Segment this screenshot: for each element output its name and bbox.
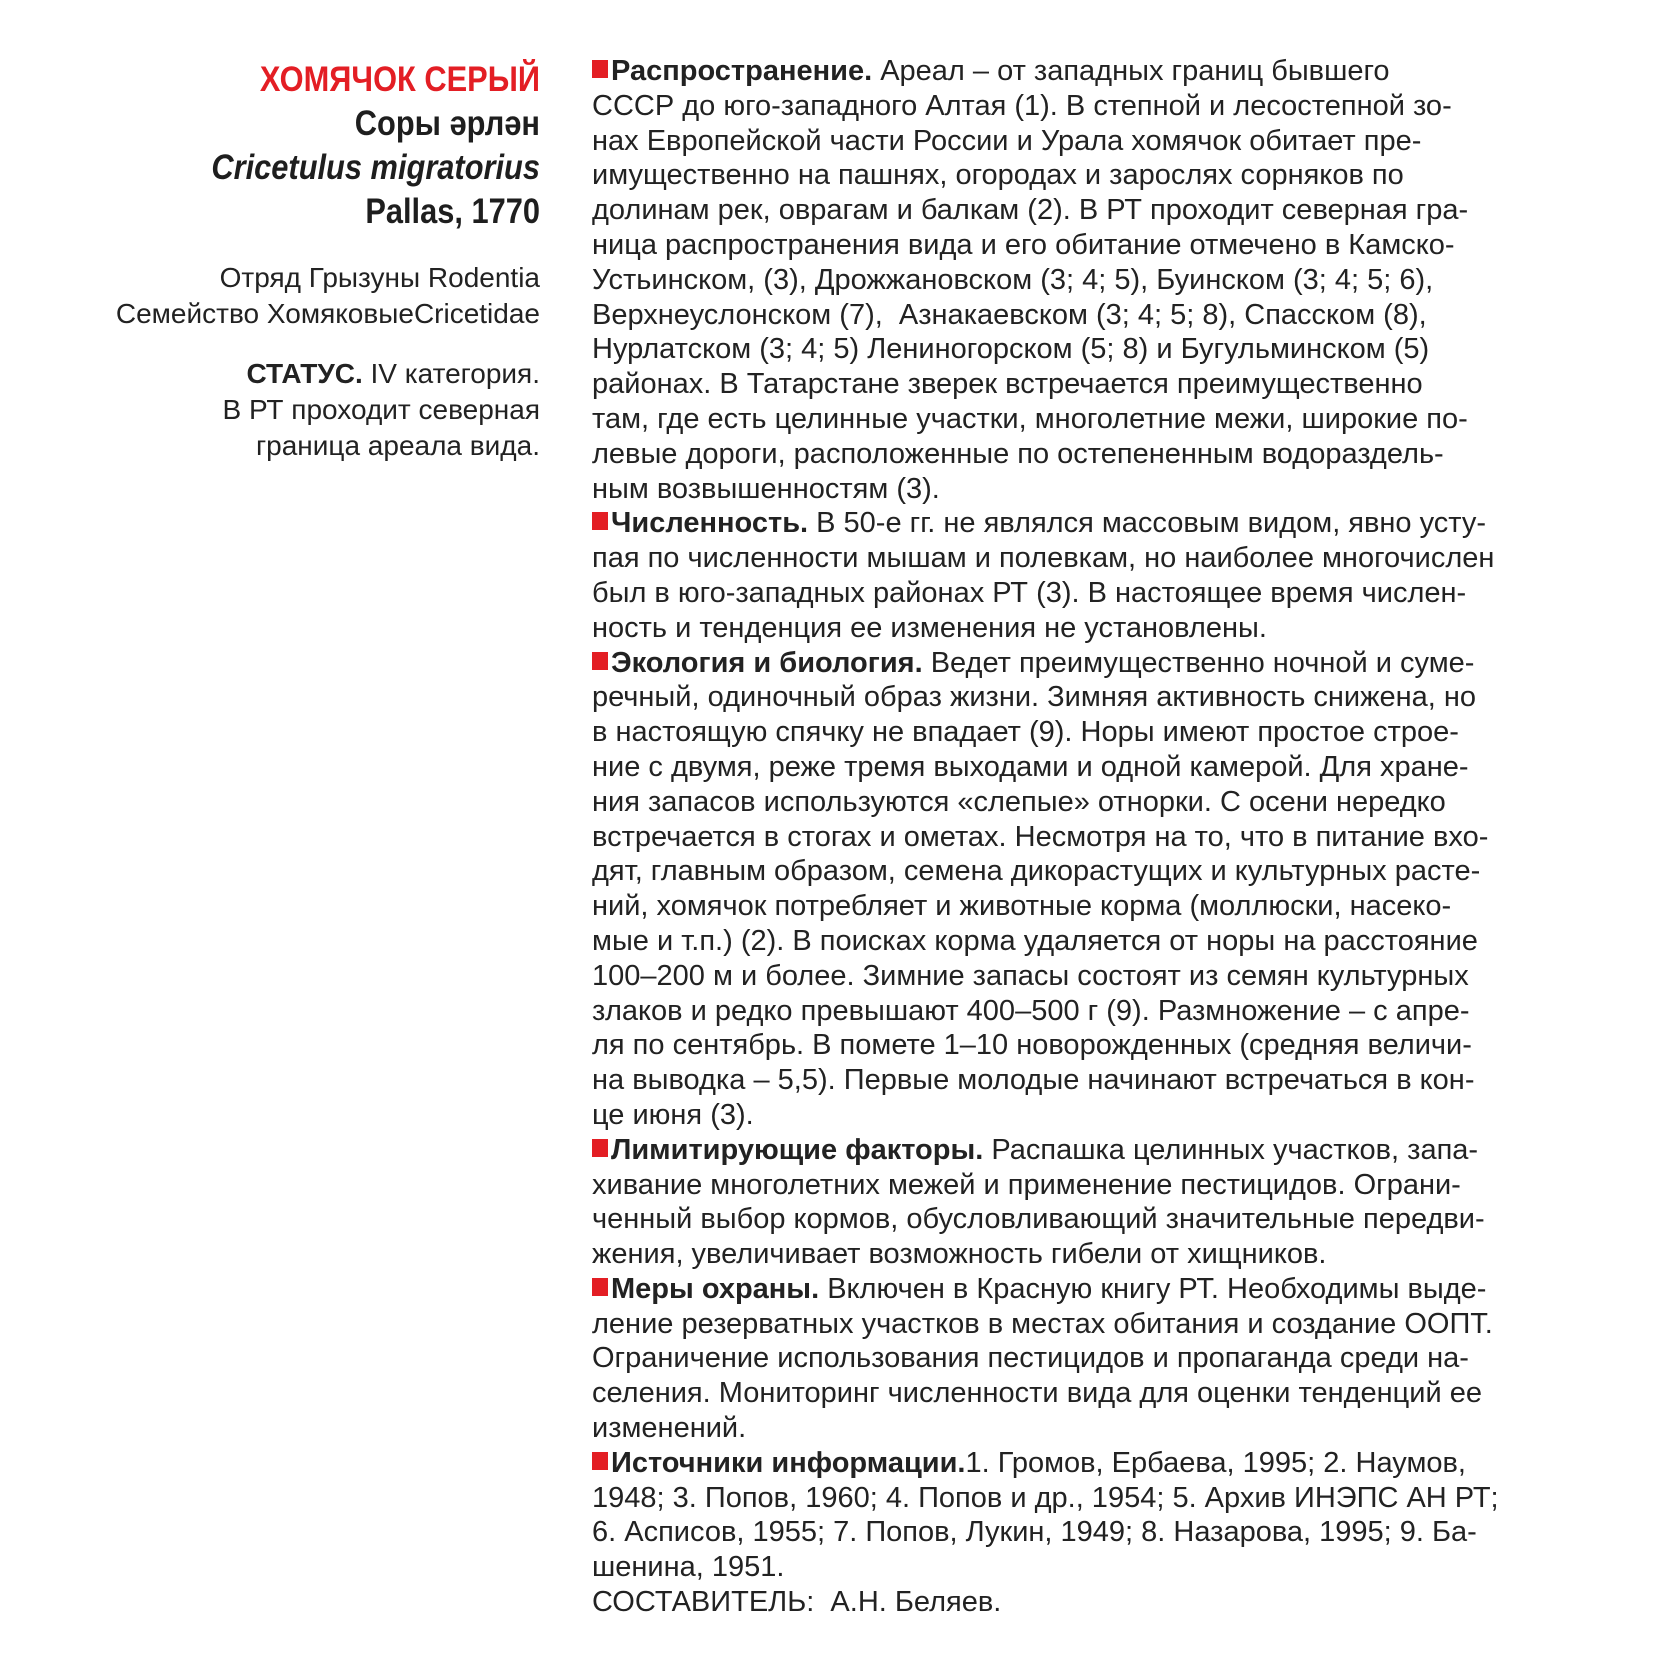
red-square-bullet-icon	[592, 512, 608, 530]
section-text: Ареал – от западных границ бывшего	[872, 55, 1390, 87]
species-header	[40, 58, 540, 464]
text-line	[592, 228, 1517, 263]
section-3	[592, 1133, 1577, 1272]
status-block	[40, 356, 540, 464]
text-line	[592, 1028, 1517, 1063]
section-text: Верхнеуслонском (7), Азнакаевском (3; 4; 5; 8), Спасском (8),	[592, 298, 1427, 331]
text-line	[592, 715, 1517, 750]
section-text: Ограничение использования пестицидов и пропаганда среди на-	[592, 1342, 1469, 1375]
red-square-bullet-icon	[592, 1452, 608, 1470]
section-0	[592, 54, 1577, 506]
species-author-year: Pallas, 1770	[365, 192, 540, 231]
section-heading: Распространение.	[611, 55, 873, 87]
text-line	[592, 1411, 1517, 1446]
text-line	[592, 541, 1517, 576]
section-text: СССР до юго-западного Алтая (1). В степной и лесостепной зо-	[592, 89, 1452, 122]
section-text: ние с двумя, реже тремя выходами и одной камерой. Для хране-	[592, 750, 1469, 783]
status-line-2: В РТ проходит северная	[222, 394, 540, 425]
status-category: IV категория.	[362, 358, 540, 389]
section-text: в настоящую спячку не впадает (9). Норы имеют простое строе-	[592, 716, 1459, 749]
text-line	[592, 193, 1517, 228]
section-text: Ведет преимущественно ночной и суме-	[922, 646, 1475, 679]
text-line	[592, 1307, 1517, 1342]
section-text: шенина, 1951.	[592, 1551, 785, 1584]
compiler-label: СОСТАВИТЕЛЬ:	[592, 1586, 815, 1619]
section-text: встречается в стогах и ометах. Несмотря на то, что в питание вхо-	[592, 820, 1489, 853]
status-label: СТАТУС.	[246, 358, 363, 389]
status-line-3: граница ареала вида.	[255, 430, 540, 461]
section-text: имущественно на пашнях, огородах и зарослях сорняков по	[592, 159, 1404, 192]
article-body	[592, 54, 1577, 1620]
section-text: В 50-е гг. не являлся массовым видом, явно усту-	[808, 507, 1487, 540]
section-text: жения, увеличивает возможность гибели от хищников.	[592, 1238, 1327, 1271]
section-text: селения. Мониторинг численности вида для оценки тенденций ее	[592, 1377, 1482, 1410]
section-text: дят, главным образом, семена дикорастущих и культурных расте-	[592, 855, 1481, 888]
text-line	[592, 646, 1517, 681]
species-latin-name: Cricetulus migratorius	[211, 148, 541, 187]
section-text: ность и тенденция ее изменения не установлены.	[592, 611, 1267, 644]
text-line	[592, 332, 1517, 367]
section-text: ница распространения вида и его обитание отмечено в Камско-	[592, 228, 1455, 261]
compiler-name: А.Н. Беляев.	[814, 1586, 1002, 1619]
section-text: це июня (3).	[592, 1098, 754, 1131]
section-heading: Меры охраны.	[611, 1272, 820, 1305]
section-text: ление резерватных участков в местах обитания и создание ООПТ.	[592, 1307, 1493, 1340]
text-line	[592, 1237, 1517, 1272]
text-line	[592, 263, 1517, 298]
section-text: 6. Асписов, 1955; 7. Попов, Лукин, 1949; 8. Назарова, 1995; 9. Ба-	[592, 1516, 1477, 1549]
section-text: хивание многолетних межей и применение пестицидов. Ограни-	[592, 1168, 1461, 1201]
section-text: ния запасов используются «слепые» отнорки. С осени нередко	[592, 785, 1446, 818]
section-text: левые дороги, расположенные по остепененным водораздель-	[592, 437, 1444, 470]
section-text: речный, одиночный образ жизни. Зимняя активность снижена, но	[592, 681, 1477, 714]
section-text: мые и т.п.) (2). В поисках корма удаляется от норы на расстояние	[592, 924, 1478, 957]
text-line	[592, 1272, 1517, 1307]
section-heading: Экология и биология.	[611, 646, 923, 679]
text-line	[592, 1202, 1517, 1237]
text-line	[592, 959, 1517, 994]
section-text: Включен в Красную книгу РТ. Необходимы выде-	[819, 1272, 1487, 1305]
text-line	[592, 1550, 1517, 1585]
text-line	[592, 298, 1517, 333]
taxonomy-order: Отряд Грызуны Rodentia	[219, 262, 540, 293]
text-line	[592, 750, 1517, 785]
text-line	[592, 785, 1517, 820]
text-line	[592, 611, 1517, 646]
text-line	[592, 367, 1517, 402]
text-line	[592, 437, 1517, 472]
red-square-bullet-icon	[592, 1278, 608, 1296]
section-2	[592, 646, 1577, 1133]
text-line	[592, 124, 1517, 159]
section-heading: Источники информации.	[611, 1446, 966, 1479]
section-text: изменений.	[592, 1412, 747, 1445]
section-4	[592, 1272, 1577, 1446]
text-line	[592, 506, 1517, 541]
section-text: ным возвышенностям (3).	[592, 472, 940, 505]
text-line	[592, 1515, 1517, 1550]
section-text: был в юго-западных районах РТ (3). В настоящее время числен-	[592, 576, 1467, 609]
section-heading: Численность.	[611, 507, 809, 540]
text-line	[592, 924, 1517, 959]
text-line	[592, 1376, 1517, 1411]
section-text: Устьинском, (3), Дрожжановском (3; 4; 5), Буинском (3; 4; 5; 6),	[592, 263, 1434, 296]
section-text: Нурлатском (3; 4; 5) Лениногорском (5; 8) и Бугульминском (5)	[592, 333, 1430, 366]
section-text: пая по численности мышам и полевкам, но наиболее многочислен	[592, 542, 1495, 575]
species-common-name-ru: ХОМЯЧОК СЕРЫЙ	[259, 60, 540, 99]
section-text: ченный выбор кормов, обусловливающий значительные передви-	[592, 1203, 1485, 1236]
section-text: на выводка – 5,5). Первые молодые начинают встречаться в кон-	[592, 1064, 1475, 1097]
taxonomy-block	[40, 260, 540, 332]
text-line	[592, 54, 1517, 89]
section-heading: Лимитирующие факторы.	[611, 1133, 984, 1166]
section-text: Распашка целинных участков, запа-	[983, 1133, 1479, 1166]
text-line	[592, 158, 1517, 193]
text-line	[592, 680, 1517, 715]
section-1	[592, 506, 1577, 645]
section-text: районах. В Татарстане зверек встречается преимущественно	[592, 368, 1423, 401]
text-line	[592, 576, 1517, 611]
section-text: долинам рек, оврагам и балкам (2). В РТ проходит северная гра-	[592, 194, 1469, 227]
section-text: ля по сентябрь. В помете 1–10 новорожденных (средняя величи-	[592, 1029, 1472, 1062]
text-line	[592, 402, 1517, 437]
text-line	[592, 1133, 1517, 1168]
red-square-bullet-icon	[592, 652, 608, 670]
section-text: нах Европейской части России и Урала хомячок обитает пре-	[592, 124, 1422, 157]
text-line	[592, 1063, 1517, 1098]
text-line	[592, 1481, 1517, 1516]
taxonomy-family: Семейство ХомяковыеCricetidae	[115, 298, 540, 329]
section-text: ний, хомячок потребляет и животные корма (моллюски, насеко-	[592, 890, 1452, 923]
text-line	[592, 89, 1517, 124]
species-common-name-tt: Соры әрлән	[354, 104, 540, 143]
section-5	[592, 1446, 1577, 1585]
text-line	[592, 1446, 1517, 1481]
text-line	[592, 472, 1517, 507]
text-line	[592, 1341, 1517, 1376]
section-text: 100–200 м и более. Зимние запасы состоят из семян культурных	[592, 959, 1469, 992]
section-text: 1. Громов, Ербаева, 1995; 2. Наумов,	[965, 1446, 1466, 1479]
status-line-1	[40, 356, 540, 392]
compiler-line	[592, 1585, 1577, 1620]
text-line	[592, 889, 1517, 924]
red-square-bullet-icon	[592, 1139, 608, 1157]
text-line	[592, 820, 1517, 855]
text-line	[592, 994, 1517, 1029]
section-text: 1948; 3. Попов, 1960; 4. Попов и др., 1954; 5. Архив ИНЭПС АН РТ;	[592, 1481, 1499, 1514]
text-line	[592, 1098, 1517, 1133]
text-line	[592, 854, 1517, 889]
section-text: злаков и редко превышают 400–500 г (9). Размножение – с апре-	[592, 994, 1470, 1027]
red-square-bullet-icon	[592, 60, 608, 78]
section-text: там, где есть целинные участки, многолетние межи, широкие по-	[592, 402, 1468, 435]
text-line	[592, 1168, 1517, 1203]
